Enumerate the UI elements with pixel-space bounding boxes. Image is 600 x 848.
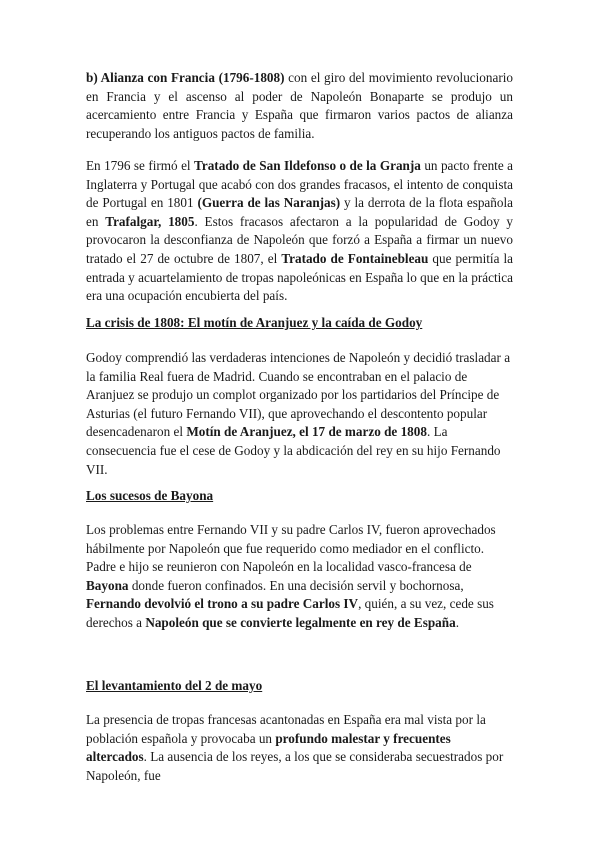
bayona-text-4: . <box>455 614 459 630</box>
tratados-text-1: En 1796 se firmó el <box>86 158 195 173</box>
tratados-text-3: y la derrota de la flota española en <box>86 195 513 229</box>
alianza-heading-bold: b) Alianza con Francia (1796-1808) <box>86 70 285 85</box>
motin-aranjuez-date: Motín de Aranjuez, el 17 de marzo de 1808 <box>186 424 427 440</box>
guerra-naranjas: (Guerra de las Naranjas) <box>197 195 341 211</box>
motin-text-1: Godoy comprendió las verdaderas intenciones de Napoleón y decidió trasladar a la familia Real fuera de Madrid. Cuando se encontraban en el palacio de Aranjuez se produjo un complot organizado por los partidarios del Príncipe de Asturias (el futuro Fernando VII), que aprovechando el descontento popular desencadenaron el <box>86 350 511 440</box>
bayona-text-1: Los problemas entre Fernando VII y su padre Carlos IV, fueron aprovechados hábilmente por Napoleón que fue requerido como mediador en el conflicto. Padre e hijo se reunieron con Napoleón en la localidad vasco-francesa de <box>86 522 496 575</box>
tratados-text-4: . Estos fracasos afectaron a la popularidad de Godoy y provocaron la desconfianza de Napoleón que forzó a España a firmar un nuevo tratado el 27 de octubre de 1807, el <box>86 213 514 266</box>
napoleon-rey-espana: Napoleón que se convierte legalmente en rey de España <box>145 614 456 630</box>
tratados-text-5: que permitía la entrada y acuartelamiento de tropas napoleónicas en España lo que en la práctica era una ocupación encubierta del país. <box>86 250 514 304</box>
tratado-fontainebleau: Tratado de Fontainebleau <box>281 250 429 266</box>
profundo-malestar: profundo malestar y frecuentes altercados <box>86 730 451 765</box>
tratados-text-2: un pacto frente a Inglaterra y Portugal que acabó con dos grandes fracasos, el intento de conquista de Portugal en 1801 <box>86 158 513 211</box>
fernando-devolvio-trono: Fernando devolvió el trono a su padre Carlos IV <box>86 596 359 612</box>
bayona-text-2: donde fueron confinados. En una decisión servil y bochornosa, <box>128 577 464 593</box>
paragraph-tratados <box>86 157 513 306</box>
paragraph-levantamiento <box>86 711 513 785</box>
levantamiento-text-2: . La ausencia de los reyes, a los que se consideraba secuestrados por Napoleón, fue <box>86 749 504 783</box>
trafalgar: Trafalgar, 1805 <box>105 213 195 229</box>
bayona-text-3: , quién, a su vez, cede sus derechos a <box>86 596 494 630</box>
section-heading-bayona: Los sucesos de Bayona <box>86 488 214 503</box>
section-heading-crisis-1808: La crisis de 1808: El motín de Aranjuez y la caída de Godoy <box>86 315 423 330</box>
levantamiento-text-1: La presencia de tropas francesas acantonadas en España era mal vista por la población española y provocaba un <box>86 712 486 746</box>
paragraph-motin-aranjuez <box>86 349 513 479</box>
bayona-bold: Bayona <box>86 577 129 593</box>
motin-text-2: . La consecuencia fue el cese de Godoy y la abdicación del rey en su hijo Fernando VII. <box>86 424 501 477</box>
alianza-text: con el giro del movimiento revolucionario en Francia y el ascenso al poder de Napoleón Bonaparte se produjo un acercamiento entre Francia y España que firmaron varios pactos de alianza recuperando los antiguos pactos de familia. <box>86 70 513 141</box>
tratado-san-ildefonso: Tratado de San Ildefonso o de la Granja <box>194 158 421 173</box>
paragraph-alianza-francia <box>86 69 513 143</box>
section-heading-2-de-mayo: El levantamiento del 2 de mayo <box>86 678 263 693</box>
paragraph-sucesos-bayona <box>86 521 513 633</box>
